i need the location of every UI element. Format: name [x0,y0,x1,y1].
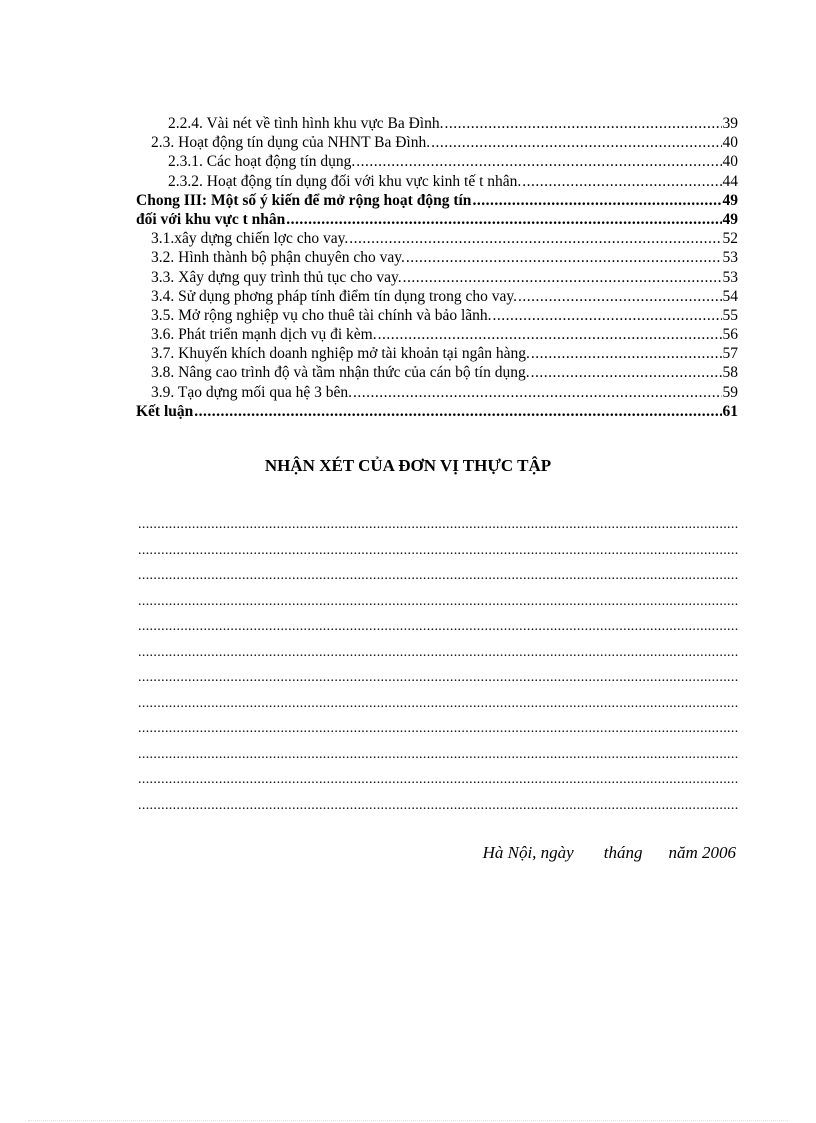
toc-entry [136,306,738,325]
toc-dot-leader [353,383,722,402]
blank-dotted-line [138,716,738,742]
toc-entry-page: 59 [722,383,738,401]
blank-dotted-line [138,793,738,819]
toc-entry-title: 2.3. Hoạt động tín dụng của NHNT Ba Đình. [151,134,431,152]
toc-entry [136,287,738,306]
toc-entry-page: 40 [722,134,738,152]
toc-entry-title: 3.1.xây dựng chiến lợc cho vay. [151,230,349,248]
blank-dotted-line [138,614,738,640]
toc-dot-leader [472,191,721,210]
toc-entry-title: đối với khu vực t nhân [136,210,286,228]
toc-entry [136,152,738,171]
toc-entry-page: 53 [722,249,738,267]
page-bottom-rule [28,1120,788,1121]
toc-dot-leader [286,210,721,229]
toc-dot-leader [444,114,721,133]
toc-dot-leader [349,229,721,248]
toc-entry [136,383,738,402]
toc-entry-page: 61 [722,402,738,420]
toc-entry-title: 3.7. Khuyến khích doanh nghiệp mở tài khoản tại ngân hàng. [151,345,530,363]
toc-entry [136,229,738,248]
toc-entry-title: 3.3. Xây dựng quy trình thủ tục cho vay. [151,268,402,286]
toc-entry-title: 3.9. Tạo dựng mối qua hệ 3 bên. [151,383,352,401]
blank-dotted-line [138,742,738,768]
toc-entry-page: 53 [722,268,738,286]
blank-dotted-line [138,538,738,564]
toc-entry [136,268,738,287]
blank-dotted-line [138,589,738,615]
toc-entry-page: 39 [722,115,738,132]
toc-dot-leader [493,306,722,325]
blank-dotted-line [138,563,738,589]
blank-dotted-line [138,640,738,666]
toc-entry-page: 55 [722,306,738,324]
toc-entry-title: 3.2. Hình thành bộ phận chuyên cho vay. [151,249,405,267]
toc-entry-title: 3.5. Mở rộng nghiệp vụ cho thuê tài chính và bảo lãnh. [151,306,492,324]
toc-entry-page: 40 [722,153,738,171]
toc-dot-leader [378,325,722,344]
toc-entry-title: Chong III: Một số ý kiến để mở rộng hoạt động tín [136,191,472,209]
toc-entry [136,172,738,191]
toc-entry [136,325,738,344]
toc-entry-title: 2.2.4. Vài nét về tình hình khu vực Ba Đình. [168,115,444,132]
toc-entry [136,402,738,421]
toc-entry-title: 2.3.2. Hoạt động tín dụng đối với khu vực kinh tế t nhân. [168,172,522,190]
toc-dot-leader [531,344,722,363]
toc-entry [136,363,738,382]
toc-entry-page: 49 [722,191,738,209]
toc-entry-page: 49 [722,210,738,228]
toc-entry-title: 2.3.1. Các hoạt động tín dụng. [168,153,356,171]
signature-month: tháng [603,843,643,862]
blank-dotted-line [138,512,738,538]
toc-entry [136,344,738,363]
table-of-contents [136,114,738,421]
toc-entry [136,191,738,210]
toc-entry-page: 57 [722,345,738,363]
toc-entry-page: 58 [722,364,738,382]
toc-dot-leader [403,268,722,287]
toc-dot-leader [431,133,721,152]
toc-entry-page: 56 [722,326,738,344]
toc-dot-leader [406,248,722,267]
toc-entry-title: 3.4. Sử dụng phơng pháp tính điểm tín dụng trong cho vay. [151,287,518,305]
toc-entry-page: 54 [722,287,738,305]
toc-dot-leader [356,152,721,171]
toc-entry-title: Kết luận [136,402,194,420]
blank-dotted-line [138,691,738,717]
toc-dot-leader [518,287,721,306]
toc-entry-title: 3.6. Phát triển mạnh dịch vụ đi kèm. [151,326,377,344]
blank-dotted-line [138,767,738,793]
comment-lines [138,512,738,818]
toc-entry [136,133,738,152]
toc-entry-page: 44 [722,172,738,190]
signature-place: Hà Nội, ngày [482,843,574,862]
section-title: NHẬN XÉT CỦA ĐƠN VỊ THỰC TẬP [264,456,552,475]
blank-dotted-line [138,665,738,691]
toc-entry-page: 52 [722,230,738,248]
signature-date [483,843,736,863]
toc-dot-leader [194,402,721,421]
toc-entry [136,114,738,133]
toc-entry [136,210,738,229]
signature-year: năm 2006 [668,843,736,862]
toc-entry [136,248,738,267]
toc-dot-leader [531,363,722,382]
toc-entry-title: 3.8. Nâng cao trình độ và tầm nhận thức của cán bộ tín dụng. [151,364,530,382]
toc-dot-leader [522,172,721,191]
